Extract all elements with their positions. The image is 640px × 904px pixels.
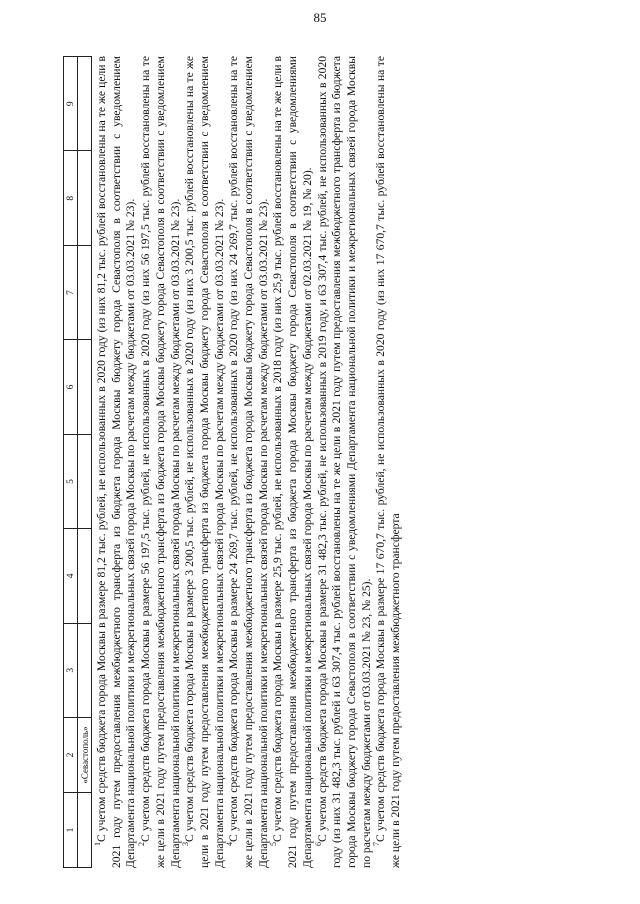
footnote-mark: 6 xyxy=(313,842,323,846)
footnote xyxy=(227,56,271,868)
column-header-cell: 3 xyxy=(64,623,78,717)
footnote xyxy=(271,56,315,868)
footnote-mark: 1 xyxy=(93,842,103,846)
column-number-row xyxy=(64,57,78,868)
table-cell xyxy=(78,434,92,528)
column-header-cell: 2 xyxy=(64,718,78,793)
column-header-cell: 8 xyxy=(64,151,78,245)
column-header-cell: 9 xyxy=(64,57,78,151)
footnotes xyxy=(95,56,404,868)
footnote xyxy=(139,56,183,868)
footnote-text: С учетом средств бюджета города Москвы в размере 17 670,7 тыс. рублей, не использованных в 2020 году (из них 17 670,7 тыс. рублей восстановлены на те же цели в 2021 году путем предоставления межбюджетного трансферта xyxy=(374,56,403,868)
table-cell xyxy=(78,623,92,717)
table-cell xyxy=(78,57,92,151)
page-number: 85 xyxy=(313,10,327,25)
footnote-mark: 7 xyxy=(372,842,382,846)
footnote-mark: 2 xyxy=(137,842,147,846)
table-cell xyxy=(78,793,92,868)
table-cell xyxy=(78,245,92,339)
footnote-text: С учетом средств бюджета города Москвы в размере 3 200,5 тыс. рублей, не использованных в 2020 году (из них 3 200,5 тыс. рублей восстановлены на те же цели в 2021 году путем предоставления межбюджетного трансферта из бюджета города Москвы бюджету города Севастополя в соответствии с уведомлением Департамента национальной политики и межрегиональных связей города Москвы по расчетам между бюджетами от 03.03.2021 № 23). xyxy=(183,56,226,868)
column-header-cell: 1 xyxy=(64,793,78,868)
footnote-mark: 3 xyxy=(181,842,191,846)
footnote-mark: 5 xyxy=(269,842,279,846)
footnote xyxy=(183,56,227,868)
footnote-text: С учетом средств бюджета города Москвы в размере 81,2 тыс. рублей, не использованных в 2020 году (из них 81,2 тыс. рублей восстановлены на те же цели в 2021 году путем предоставления межбюджетного трансферта из бюджета города Москвы бюджету города Севастополя в соответствии с уведомлением Департамента национальной политики и межрегиональных связей города Москвы по расчетам между бюджетами от 03.03.2021 № 23). xyxy=(95,56,138,868)
column-header-cell: 5 xyxy=(64,434,78,528)
table-cell xyxy=(78,529,92,623)
table-cell-sevastopol: «Севастополь» xyxy=(78,718,92,793)
rotated-page-content xyxy=(63,56,573,868)
footnote xyxy=(95,56,139,868)
footnote-text: С учетом средств бюджета города Москвы в размере 24 269,7 тыс. рублей, не использованных в 2020 году (из них 24 269,7 тыс. рублей восстановлены на те же цели в 2021 году путем предоставления межбюджетного трансферта из бюджета города Москвы бюджету города Севастополя в соответствии с уведомлением Департамента национальной политики и межрегиональных связей города Москвы по расчетам между бюджетами от 03.03.2021 № 23). xyxy=(227,56,270,868)
footnote-mark: 4 xyxy=(225,842,235,846)
table-cell xyxy=(78,340,92,434)
footnote-text: С учетом средств бюджета города Москвы в размере 56 197,5 тыс. рублей, не использованных в 2020 году (из них 56 197,5 тыс. рублей восстановлены на те же цели в 2021 году путем предоставления межбюджетного трансферта из бюджета города Москвы бюджету города Севастополя в соответствии с уведомлением Департамента национальной политики и межрегиональных связей города Москвы по расчетам между бюджетами от 03.03.2021 № 23). xyxy=(139,56,182,868)
footnote xyxy=(374,56,403,868)
footnote-text: С учетом средств бюджета города Москвы в размере 31 482,3 тыс. рублей, не использованных в 2019 году, и 63 307,4 тыс. рублей, не использованных в 2020 году (из них 31 482,3 тыс. рублей и 63 307,4 тыс. рублей восстановлены на те же цели в 2021 году путем предоставления межбюджетного трансферта из бюджета города Москвы бюджету города Севастополя в соответствии с уведомлениями Департамента национальной политики и межрегиональных связей города Москвы по расчетам между бюджетами от 03.03.2021 № 23, № 25). xyxy=(315,56,373,868)
footnote-text: С учетом средств бюджета города Москвы в размере 25,9 тыс. рублей, не использованных в 2018 году (из них 25,9 тыс. рублей восстановлены на те же цели в 2021 году путем предоставления межбюджетного трансферта из бюджета города Москвы бюджету города Севастополя в соответствии с уведомлениями Департамента национальной политики и межрегиональных связей города Москвы по расчетам между бюджетами от 02.03.2021 № 19, № 20). xyxy=(271,56,314,868)
footnote xyxy=(313,56,375,868)
table-cell xyxy=(78,151,92,245)
column-header-cell: 6 xyxy=(64,340,78,434)
column-header-cell: 4 xyxy=(64,529,78,623)
column-header-table xyxy=(63,56,92,868)
column-header-cell: 7 xyxy=(64,245,78,339)
table-row xyxy=(78,57,92,868)
